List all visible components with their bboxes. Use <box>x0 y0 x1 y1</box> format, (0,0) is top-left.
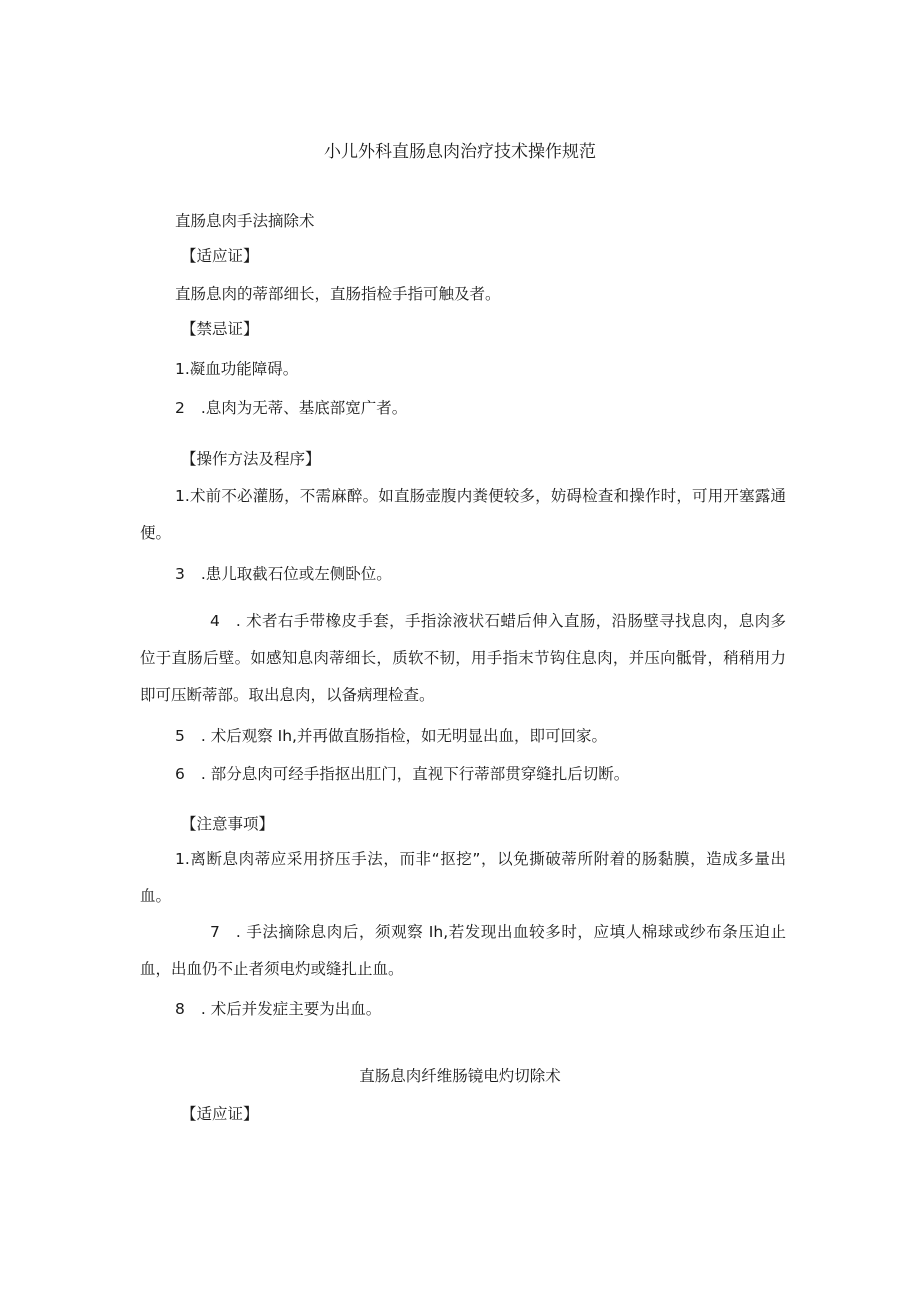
item-number: 5 <box>175 727 185 745</box>
indications-text: 直肠息肉的蒂部细长，直肠指检手指可触及者。 <box>175 285 501 303</box>
item-number: 3 <box>175 565 185 583</box>
procedure-label: 【操作方法及程序】 <box>181 450 321 468</box>
note-item: 1.离断息肉蒂应采用挤压手法，而非“抠挖”，以免撕破蒂所附着的肠黏膜，造成多量出血。 <box>140 850 786 905</box>
contraindications-label: 【禁忌证】 <box>181 320 259 338</box>
item-number: 7 <box>210 923 220 941</box>
item-text: . 术者右手带橡皮手套，手指涂液状石蜡后伸入直肠，沿肠壁寻找息肉，息肉多位于直肠后壁。如感知息肉蒂细长，质软不韧，用手指末节钩住息肉，并压向骶骨，稍稍用力即可压断蒂部。取出息肉，以备病理检查。 <box>140 612 786 704</box>
section-heading-manual-removal: 直肠息肉手法摘除术 <box>175 212 315 230</box>
procedure-step <box>175 764 629 784</box>
note-item <box>140 914 786 988</box>
contraindication-item: 1.凝血功能障碍。 <box>175 360 299 378</box>
item-text: . 术后并发症主要为出血。 <box>200 1000 382 1018</box>
indications-label: 【适应证】 <box>181 1105 259 1123</box>
procedure-step <box>175 726 607 746</box>
item-number: 4 <box>210 612 220 630</box>
item-text: . 部分息肉可经手指抠出肛门，直视下行蒂部贯穿缝扎后切断。 <box>200 765 630 783</box>
procedure-step: 1.术前不必灌肠，不需麻醉。如直肠壶腹内粪便较多，妨碍检查和操作时，可用开塞露通便。 <box>140 487 786 542</box>
item-text: .息肉为无蒂、基底部宽广者。 <box>200 399 408 417</box>
note-item <box>175 999 381 1019</box>
notes-label: 【注意事项】 <box>181 815 275 833</box>
item-number: 8 <box>175 1000 185 1018</box>
procedure-step <box>140 603 786 714</box>
indications-label: 【适应证】 <box>181 247 259 265</box>
item-text: .患儿取截石位或左侧卧位。 <box>200 565 392 583</box>
item-number: 6 <box>175 765 185 783</box>
section-heading-endoscopic-removal: 直肠息肉纤维肠镜电灼切除术 <box>359 1067 561 1085</box>
document-title: 小儿外科直肠息肉治疗技术操作规范 <box>324 142 596 162</box>
item-number: 2 <box>175 399 185 417</box>
contraindication-item <box>175 398 407 418</box>
item-text: . 手法摘除息肉后，须观察 Ih,若发现出血较多时，应填人棉球或纱布条压迫止血，出血仍不止者须电灼或缝扎止血。 <box>140 923 786 978</box>
item-text: . 术后观察 Ih,并再做直肠指检，如无明显出血，即可回家。 <box>200 727 607 745</box>
procedure-step <box>175 564 392 584</box>
